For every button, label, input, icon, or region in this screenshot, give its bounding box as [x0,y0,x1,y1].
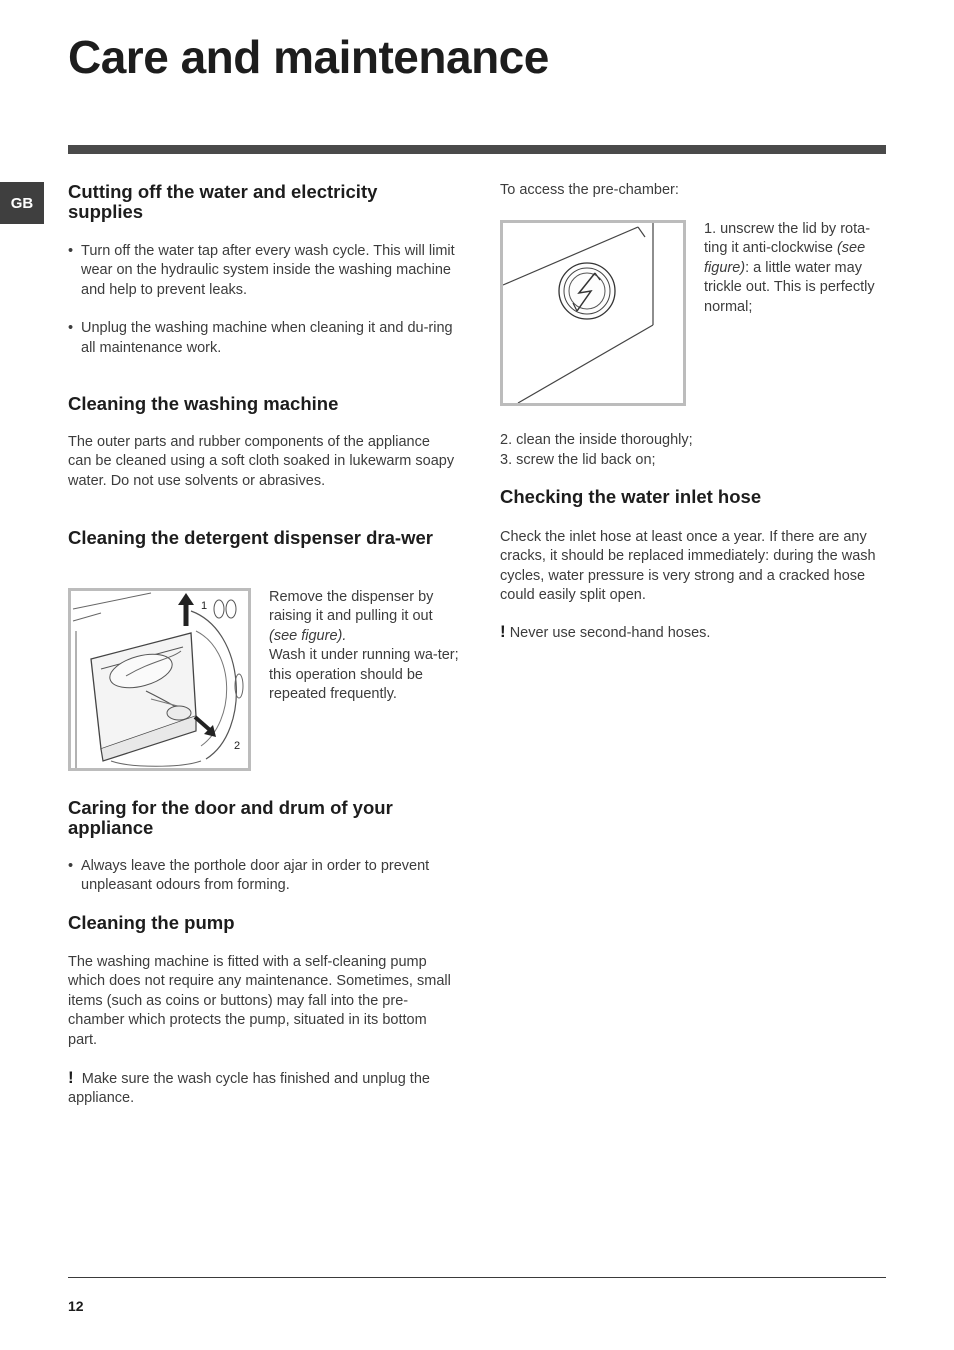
list-item: • Always leave the porthole door ajar in order to prevent unpleasant odours from forming. [68,857,456,896]
step-2: 2. clean the inside thoroughly; [500,432,693,448]
cleaning-pump-text: The washing machine is fitted with a self-cleaning pump which does not require any maintenance. Sometimes, small items (such as coins or buttons) may fall into the pre-chamber which protects the pump, situated in its bottom part. [68,954,451,1048]
pump-lid-illustration [503,223,683,403]
step-1-text-b: : a little water may trickle out. This is perfectly normal; [704,259,875,315]
dispenser-drawer-illustration [71,591,248,768]
figure-label-2: 2 [234,740,241,752]
list-item: • Unplug the washing machine when cleaning it and du-ring all maintenance work. [68,319,456,358]
cutting-off-list [68,242,456,358]
warning-mark-icon: ! [68,1068,74,1087]
door-drum-list [68,857,456,896]
pump-warning [68,1068,456,1109]
dispenser-drawer-text [269,588,459,704]
pump-warning-text: Make sure the wash cycle has finished and unplug the appliance. [68,1071,430,1107]
list-item: • Turn off the water tap after every wash cycle. This will limit wear on the hydraulic system inside the washing machine and help to prevent leaks. [68,242,456,300]
pre-chamber-intro: To access the pre-chamber: [500,182,679,198]
section-heading-inlet-hose: Checking the water inlet hose [500,486,762,507]
dispenser-text-b: Wash it under running wa-ter; this operation should be repeated frequently. [269,647,459,703]
section-heading-cleaning-pump: Cleaning the pump [68,912,235,933]
warning-mark-icon: ! [500,622,506,641]
figure-label-1: 1 [201,600,208,612]
inlet-hose-text: Check the inlet hose at least once a year. If there are any cracks, it should be replaced immediately: during the wash cycles, water pressure is very strong and a cracked hose could easily split open. [500,529,876,604]
page-number: 12 [68,1298,84,1314]
footer-rule [68,1277,886,1278]
section-heading-dispenser-drawer: Cleaning the detergent dispenser dra-wer [68,527,433,548]
inlet-hose-warning-text: Never use second-hand hoses. [509,625,711,641]
step-1-text-a: 1. unscrew the lid by rota-ting it anti-clockwise [704,221,871,257]
language-tab: GB [0,182,44,224]
step-1-see-figure: (see figure) [704,240,866,276]
section-heading-cleaning-machine: Cleaning the washing machine [68,393,339,414]
dispenser-drawer-figure [68,588,251,771]
pump-lid-figure [500,220,686,406]
header-rule [68,145,886,154]
step-3: 3. screw the lid back on; [500,452,656,468]
cleaning-machine-text: The outer parts and rubber components of the appliance can be cleaned using a soft cloth soaked in lukewarm soapy water. Do not use solvents or abrasives. [68,434,455,489]
page-title: Care and maintenance [68,31,549,83]
section-heading-cutting-off: Cutting off the water and electricity supplies [68,181,378,222]
dispenser-text-see-figure: (see figure). [269,627,347,644]
dispenser-text-a: Remove the dispenser by raising it and pulling it out [269,589,434,625]
inlet-hose-warning [500,622,886,643]
section-heading-door-drum: Caring for the door and drum of your appliance [68,797,393,838]
step-1 [704,220,886,317]
